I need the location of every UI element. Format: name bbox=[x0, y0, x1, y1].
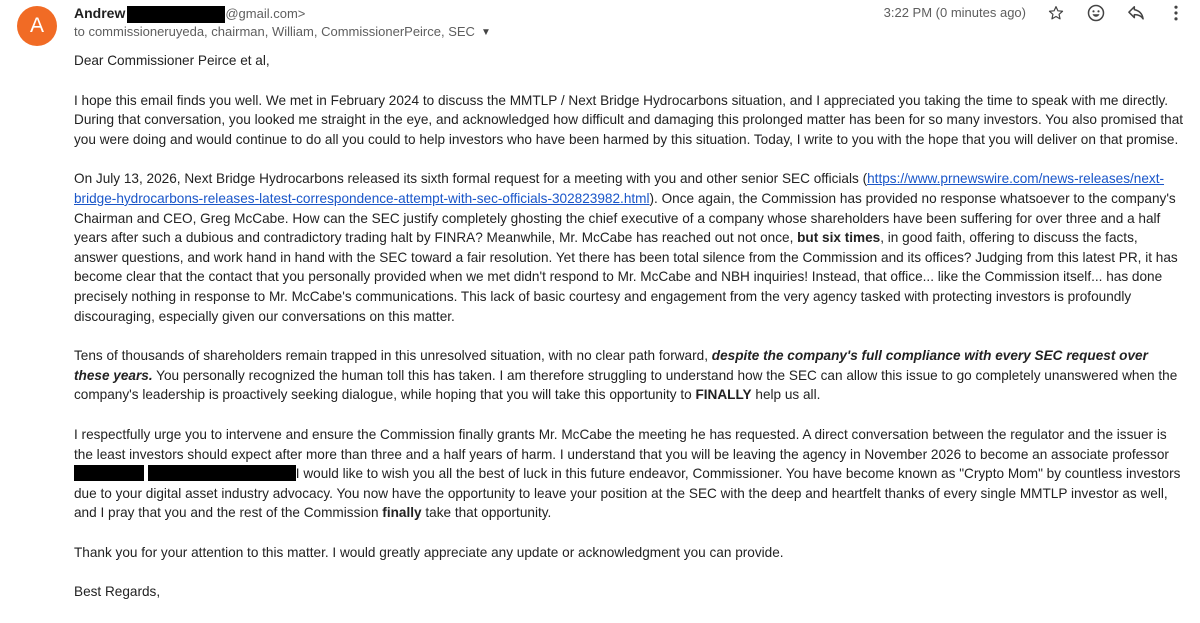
paragraph-1: I hope this email finds you well. We met in February 2024 to discuss the MMTLP / Next Bridge Hydrocarbons situation, and I appreciated you taking the time to speak with me directly. During that conversation, you looked me straight in the eye, and acknowledged how difficult and damaging this prolonged matter has been for so many investors. You also promised that you were doing and would continue to do all you could to help investors who have been harmed by this situation. Today, I write to you with the hope that you will deliver on that promise. bbox=[74, 92, 1184, 147]
paragraph-5: Thank you for your attention to this matter. I would greatly appreciate any update or acknowledgment you can provide. bbox=[74, 544, 784, 560]
email-body bbox=[74, 51, 1184, 622]
reply-icon[interactable] bbox=[1125, 2, 1147, 24]
recipients-dropdown-icon[interactable]: ▼ bbox=[480, 27, 491, 38]
recipients-text: to commissioneruyeda, chairman, William, CommissionerPeirce, SEC bbox=[74, 24, 475, 39]
press-release-link[interactable]: https://www.prnewswire.com/news-releases/next-bridge-hydrocarbons-releases-latest-correspondence-attempt-with-sec-officials-302823982.html bbox=[74, 171, 1165, 206]
more-vert-icon[interactable] bbox=[1165, 2, 1187, 24]
closing: Best Regards, bbox=[74, 584, 161, 600]
timestamp: 3:22 PM (0 minutes ago) bbox=[883, 5, 1026, 20]
greeting: Dear Commissioner Peirce et al, bbox=[74, 53, 270, 68]
sender-line bbox=[74, 5, 305, 23]
emoji-icon[interactable] bbox=[1085, 2, 1107, 24]
paragraph-3: Tens of thousands of shareholders remain trapped in this unresolved situation, with no clear path forward, despite the company's full compliance with every SEC request over these years. You personally recognized the human toll this has taken. I am therefore struggling to understand how the SEC can allow this issue to go completely unanswered when the company's leadership is proactively seeking dialogue, while hoping that you will take this opportunity to FINALLY help us all. bbox=[74, 348, 1178, 403]
redacted-email-block bbox=[127, 6, 225, 23]
recipients-line[interactable] bbox=[74, 24, 491, 39]
redacted-text-block bbox=[148, 465, 296, 481]
sender-avatar[interactable]: A bbox=[17, 6, 57, 46]
redacted-text-block bbox=[74, 465, 144, 481]
sender-name[interactable]: Andrew bbox=[74, 5, 126, 21]
paragraph-2: On July 13, 2026, Next Bridge Hydrocarbons released its sixth formal request for a meeting with you and other senior SEC officials (https://www.prnewswire.com/news-releases/next-bridge-hydrocarbons-releases-latest-correspondence-attempt-with-sec-officials-302823982.html). Once again, the Commission has provided no response whatsoever to the company's Chairman and CEO, Greg McCabe. How can the SEC justify completely ghosting the chief executive of a company whose shareholders have been suffering for over three and a half years after such a dubious and contradictory trading halt by FINRA? Meanwhile, Mr. McCabe has reached out not once, but six times, in good faith, offering to discuss the facts, answer questions, and work hand in hand with the SEC toward a fair resolution. Yet there has been total silence from the Commission and its offices? Judging from this latest PR, it has become clear that the contact that you personally provided when we met didn't respond to Mr. McCabe and NBH inquiries! Instead, that office... like the Commission itself... has done precisely nothing in response to Mr. McCabe's communications. This lack of basic courtesy and engagement from the very agency tasked with protecting investors is profoundly discouraging, especially given our conversations on this matter. bbox=[74, 171, 1178, 324]
star-icon[interactable] bbox=[1045, 2, 1067, 24]
paragraph-4: I respectfully urge you to intervene and ensure the Commission finally grants Mr. McCabe the meeting he has requested. A direct conversation between the regulator and the issuer is the least investors should expect after more than three and a half years of harm. I understand that you will be leaving the agency in November 2026 to become an associate professor I would like to wish you all the best of luck in this future endeavor, Commissioner. You have become known as "Crypto Mom" by countless investors due to your digital asset industry advocacy. You now have the opportunity to leave your position at the SEC with the deep and heartfelt thanks of every single MMTLP investor as well, and I pray that you and the rest of the Commission finally take that opportunity. bbox=[74, 426, 1181, 521]
sender-email: @gmail.com> bbox=[225, 6, 306, 21]
